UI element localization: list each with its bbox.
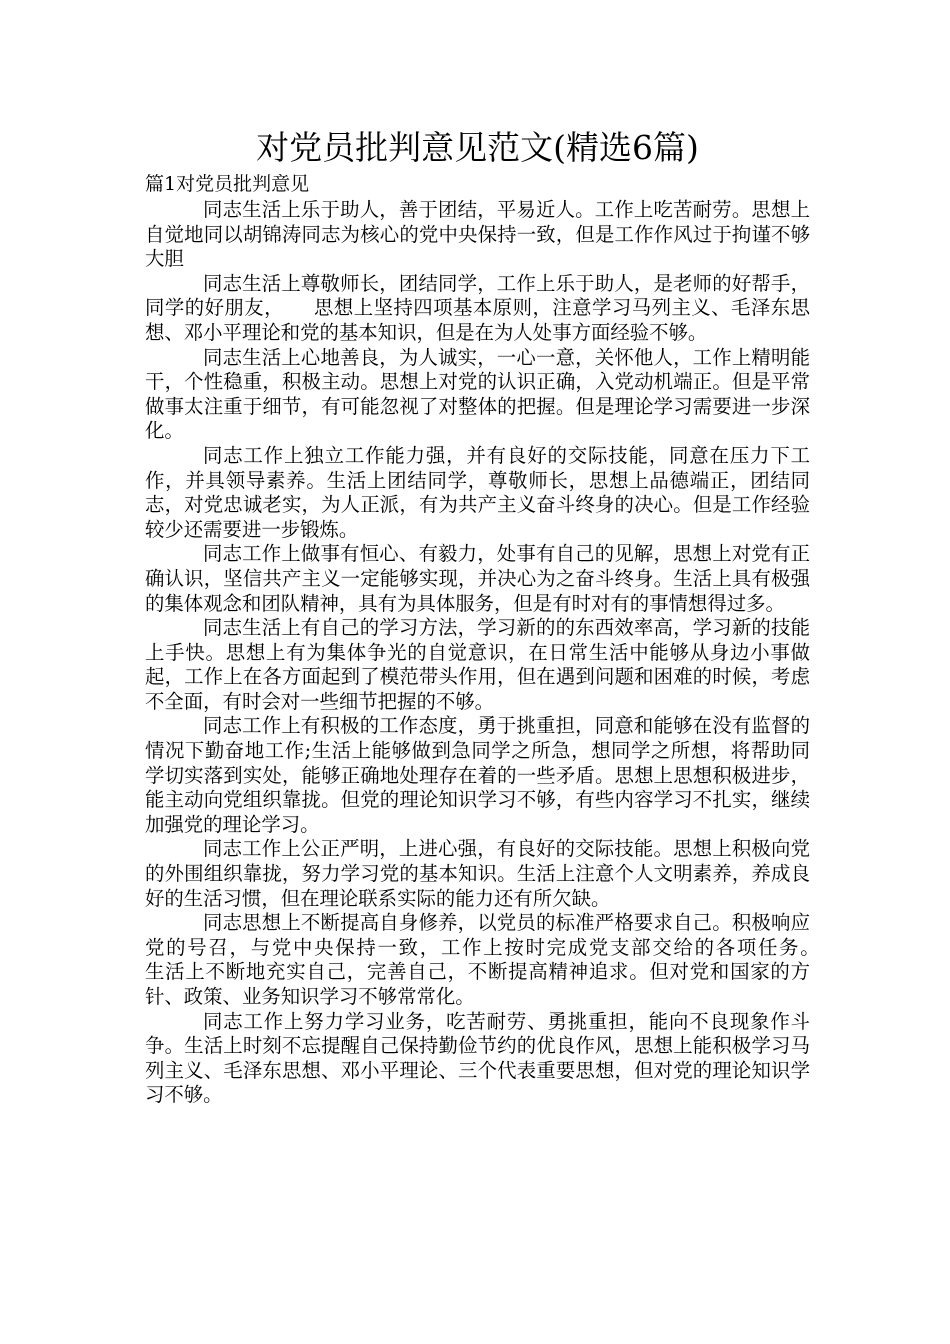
paragraph-5: 同志工作上做事有恒心、有毅力，处事有自己的见解，思想上对党有正确认识，坚信共产主义一定能够实现，并决心为之奋斗终身。生活上具有极强的集体观念和团队精神，具有为具体服务，但是有时对有的事情想得过多。: [145, 542, 810, 615]
document-title: 对党员批判意见范文(精选6篇): [256, 128, 699, 167]
paragraph-9: 同志思想上不断提高自身修养，以党员的标准严格要求自己。积极响应党的号召，与党中央保持一致，工作上按时完成党支部交给的各项任务。 生活上不断地充实自己，完善自己，不断提高精神追求。但对党和国家的方针、政策、业务知识学习不够常常化。: [145, 911, 849, 1008]
paragraph-1: 同志生活上乐于助人，善于团结，平易近人。工作上吃苦耐劳。思想上自觉地同以胡锦涛同志为核心的党中央保持一致，但是工作作风过于拘谨不够大胆: [145, 198, 810, 271]
paragraph-2: 同志生活上尊敬师长，团结同学，工作上乐于助人，是老师的好帮手，同学的好朋友， 思想上坚持四项基本原则，注意学习马列主义、毛泽东思想、邓小平理论和党的基本知识，但是在为人处事方面经验不够。: [145, 271, 810, 344]
section-heading: 篇1对党员批判意见: [145, 173, 310, 195]
document-page: [145, 128, 849, 1108]
paragraph-4: 同志工作上独立工作能力强，并有良好的交际技能，同意在压力下工作，并具领导素养。生活上团结同学，尊敬师长，思想上品德端正，团结同志，对党忠诚老实，为人正派，有为共产主义奋斗终身的决心。但是工作经验较少还需要进一步锻炼。: [145, 443, 810, 541]
paragraph-6: 同志生活上有自己的学习方法，学习新的的东西效率高，学习新的技能上手快。思想上有为集体争光的自觉意识，在日常生活中能够从身边小事做起，工作上在各方面起到了模范带头作用，但在遇到问题和困难的时候，考虑不全面，有时会对一些细节把握的不够。: [145, 616, 810, 713]
paragraph-3: 同志生活上心地善良，为人诚实，一心一意，关怀他人，工作上精明能干，个性稳重，积极主动。思想上对党的认识正确，入党动机端正。但是平常做事太注重于细节，有可能忽视了对整体的把握。但是理论学习需要进一步深化。: [145, 345, 810, 443]
paragraph-10: 同志工作上努力学习业务，吃苦耐劳、勇挑重担，能向不良现象作斗争。生活上时刻不忘提醒自己保持勤俭节约的优良作风，思想上能积极学习马列主义、毛泽东思想、邓小平理论、三个代表重要思想，但对党的理论知识学习不够。: [145, 1009, 810, 1107]
paragraph-8: 同志工作上公正严明，上进心强，有良好的交际技能。思想上积极向党的外围组织靠拢，努力学习党的基本知识。生活上注意个人文明素养，养成良好的生活习惯，但在理论联系实际的能力还有所欠缺。: [145, 837, 810, 910]
paragraph-7: 同志工作上有积极的工作态度，勇于挑重担，同意和能够在没有监督的情况下勤奋地工作;生活上能够做到急同学之所急，想同学之所想，将帮助同学切实落到实处，能够正确地处理存在着的一些矛盾。思想上思想积极进步，能主动向党组织靠拢。但党的理论知识学习不够，有些内容学习不扎实，继续加强党的理论学习。: [145, 714, 810, 836]
